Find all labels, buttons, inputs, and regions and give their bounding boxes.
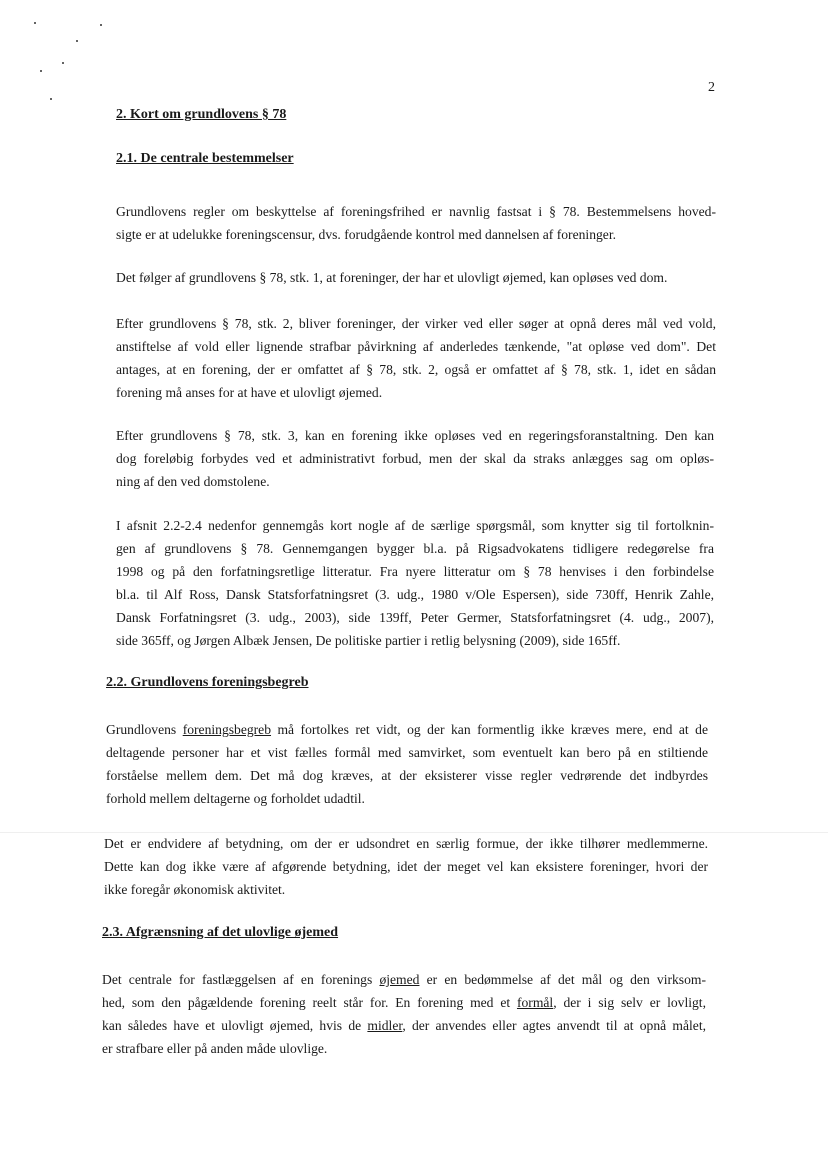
paragraph <box>116 424 714 493</box>
text-line: Dette kan dog ikke være af afgørende betydning, idet der meget vel kan eksistere foreninger, hvori der <box>104 859 708 874</box>
text-line: gen af grundlovens § 78. Gennemgangen bygger bl.a. på Rigsadvokatens tidligere redegørelse fra <box>116 541 714 556</box>
text-line: ning af den ved domstolene. <box>116 474 270 489</box>
section-heading: 2. Kort om grundlovens § 78 <box>116 107 287 122</box>
text-line: Grundlovens regler om beskyttelse af foreningsfrihed er navnlig fastsat i § 78. Bestemmelsens hoved- <box>116 204 716 219</box>
scan-speck <box>40 70 42 72</box>
text-run: Det centrale for fastlæggelsen af en forenings <box>102 972 380 987</box>
subsection-heading: 2.1. De centrale bestemmelser <box>116 151 294 166</box>
text-run: er en bedømmelse af det mål og den virksom- <box>419 972 706 987</box>
underlined-term: øjemed <box>379 972 420 987</box>
text-line: er strafbare eller på anden måde ulovlige. <box>102 1041 328 1056</box>
text-line: forståelse mellem dem. Det må dog kræves, at der eksisterer visse regler vedrørende det indbyrdes <box>106 768 708 783</box>
paragraph <box>116 266 716 289</box>
text-line: 1998 og på den forfatningsretlige litteratur. Fra nyere litteratur om § 78 henvises i den forbindelse <box>116 564 714 579</box>
paragraph <box>116 312 716 404</box>
text-run: hed, som den pågældende forening reelt står for. En forening med et <box>102 995 517 1010</box>
text-run: , der anvendes eller agtes anvendt til at opnå målet, <box>402 1018 707 1033</box>
underlined-term: foreningsbegreb <box>182 722 272 737</box>
paragraph <box>106 718 708 810</box>
subsection-heading: 2.3. Afgrænsning af det ulovlige øjemed <box>102 925 339 940</box>
page-number: 2 <box>708 80 715 95</box>
scan-speck <box>34 22 36 24</box>
subsection-heading: 2.2. Grundlovens foreningsbegreb <box>106 675 309 690</box>
text-line: anstiftelse af vold eller lignende strafbar påvirkning af anderledes tænkende, "at opløse ved dom". Det <box>116 339 716 354</box>
text-run: , der i sig selv er lovligt, <box>553 995 706 1010</box>
text-line: side 365ff, og Jørgen Albæk Jensen, De politiske partier i retlig belysning (2009), side 165ff. <box>116 633 621 648</box>
text-line: ikke foregår økonomisk aktivitet. <box>104 882 286 897</box>
text-line: bl.a. til Alf Ross, Dansk Statsforfatningsret (3. udg., 1980 v/Ole Espersen), side 730ff, Henrik Zahle, <box>116 587 714 602</box>
text-line: Det følger af grundlovens § 78, stk. 1, at foreninger, der har et ulovligt øjemed, kan opløses ved dom. <box>116 270 668 285</box>
paragraph <box>116 514 714 652</box>
text-run: må fortolkes ret vidt, og der kan formentlig ikke kræves mere, end at de <box>271 722 708 737</box>
scan-speck <box>62 62 64 64</box>
paragraph <box>104 832 708 901</box>
text-line <box>102 968 706 991</box>
scan-speck <box>50 98 52 100</box>
text-line: Dansk Forfatningsret (3. udg., 2003), side 139ff, Peter Germer, Statsforfatningsret (4. udg., 2007), <box>116 610 714 625</box>
paragraph <box>102 968 706 1060</box>
text-line <box>102 1014 706 1037</box>
text-line: Efter grundlovens § 78, stk. 2, bliver foreninger, der virker ved eller søger at opnå deres mål ved vold, <box>116 316 716 331</box>
text-line: antages, at en forening, der er omfattet af § 78, stk. 2, også er omfattet af § 78, stk. 1, idet en sådan <box>116 362 716 377</box>
underlined-term: formål <box>516 995 554 1010</box>
text-line <box>102 991 706 1014</box>
scan-speck <box>76 40 78 42</box>
text-line: Efter grundlovens § 78, stk. 3, kan en forening ikke opløses ved en regeringsforanstaltning. Den kan <box>116 428 714 443</box>
text-line: forening må anses for at have et ulovligt øjemed. <box>116 385 383 400</box>
text-line <box>106 718 708 741</box>
text-line: dog foreløbig forbydes ved et administrativt forbud, men der skal da straks anlægges sag om opløs- <box>116 451 714 466</box>
text-line: Det er endvidere af betydning, om der er udsondret en særlig formue, der ikke tilhører medlemmerne. <box>104 836 708 851</box>
text-line: I afsnit 2.2-2.4 nedenfor gennemgås kort nogle af de særlige spørgsmål, som knytter sig til fortolknin- <box>116 518 714 533</box>
underlined-term: midler <box>367 1018 403 1033</box>
scan-speck <box>100 24 102 26</box>
text-line: deltagende personer har et vist fælles formål med samvirket, som eventuelt kan bero på en stiltiende <box>106 745 708 760</box>
text-run: kan således have et ulovligt øjemed, hvis de <box>102 1018 368 1033</box>
text-line: sigte er at udelukke foreningscensur, dvs. forudgående kontrol med dannelsen af foreninger. <box>116 227 616 242</box>
paragraph <box>116 200 716 246</box>
text-run: Grundlovens <box>106 722 183 737</box>
text-line: forhold mellem deltagerne og forholdet udadtil. <box>106 791 365 806</box>
